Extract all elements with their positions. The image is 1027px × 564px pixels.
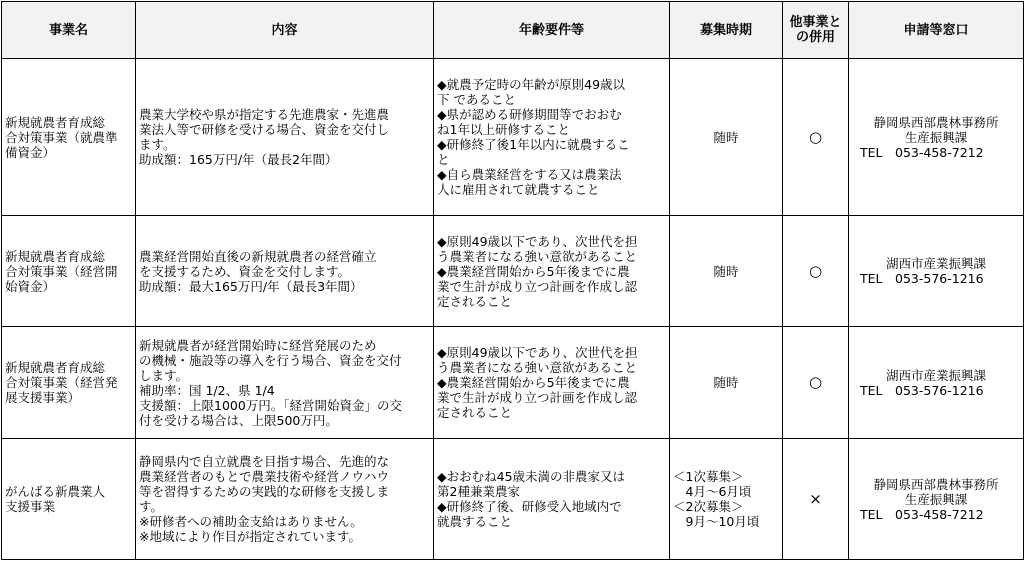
text-line: 業で生計が成り立つ計画を作成し認 <box>437 278 638 294</box>
header-name: 事業名 <box>2 2 136 59</box>
text-line: 農業経営者のもとで農業技術や経営ノウハウ <box>139 469 390 484</box>
contact-office <box>849 327 1024 439</box>
program-content <box>136 59 434 216</box>
text-line: 随時 <box>713 129 739 145</box>
text-line: 第2種兼業農家 <box>437 484 520 499</box>
text-line: 随時 <box>713 263 739 279</box>
text-line: 合対策事業（経営発 <box>5 375 118 390</box>
text-line: ＜2次募集＞ <box>673 499 744 514</box>
header-time: 募集時期 <box>670 2 783 59</box>
text-line: ◆おおむね45歳未満の非農家又は <box>437 469 626 484</box>
text-line: 新規就農者が経営開始時に経営発展のため <box>139 337 377 353</box>
text-line: を支援するため、資金を交付します。 <box>139 263 351 279</box>
text-line: 補助率：国 1/2、県 1/4 <box>139 382 275 398</box>
text-line: 湖西市産業振興課 <box>885 256 986 271</box>
header-contact: 申請等窓口 <box>849 2 1024 59</box>
text-line: す。 <box>139 499 164 514</box>
phone-number: TEL 053-458-7212 <box>860 144 984 160</box>
text-line: します。 <box>139 367 189 383</box>
text-line: 支援額：上限1000万円。「経営開始資金」の交 <box>139 397 403 413</box>
header-mark-line: の併用 <box>795 30 835 45</box>
table-row <box>2 216 1024 327</box>
text-line: 定されること <box>437 405 513 420</box>
text-line: 生産振興課 <box>904 491 968 507</box>
program-name <box>2 327 136 439</box>
text-line: がんばる新農業人 <box>5 484 106 499</box>
text-line: ね1年以上研修すること <box>437 122 570 137</box>
contact-office <box>849 216 1024 327</box>
table-row <box>2 439 1024 560</box>
text-line: ＜1次募集＞ <box>673 469 744 484</box>
program-table <box>1 1 1024 560</box>
age-requirements <box>434 327 670 439</box>
text-line: 始資金） <box>5 278 56 294</box>
recruitment-period <box>670 439 783 560</box>
program-content <box>136 216 434 327</box>
text-line: 定されること <box>437 293 513 309</box>
recruitment-period <box>670 216 783 327</box>
text-line: ◆原則49歳以下であり、次世代を担 <box>437 233 638 249</box>
text-line: ◆原則49歳以下であり、次世代を担 <box>437 345 638 360</box>
text-line: 付を受ける場合は、上限500万円。 <box>139 412 338 428</box>
program-name <box>2 216 136 327</box>
header-age: 年齢要件等 <box>434 2 670 59</box>
age-requirements <box>434 439 670 560</box>
text-line: 農業大学校や県が指定する先進農家・先進農 <box>139 107 390 122</box>
text-line: 随時 <box>713 375 739 390</box>
program-name <box>2 59 136 216</box>
text-line: 4月～6月頃 <box>673 484 752 499</box>
text-line: 静岡県西部農林事務所 <box>873 476 999 492</box>
text-line: ◆農業経営開始から5年後までに農 <box>437 263 630 279</box>
text-line: う農業者になる強い意欲があること <box>437 248 638 264</box>
phone-number: TEL 053-576-1216 <box>860 271 984 286</box>
text-line: 静岡県内で自立就農を目指す場合、先進的な <box>139 454 390 469</box>
text-line: 9月～10月頃 <box>673 514 760 529</box>
text-line: 新規就農者育成総 <box>5 360 106 375</box>
text-line: 支援事業 <box>5 499 56 514</box>
text-line: 備資金） <box>5 144 56 160</box>
text-line: 業法人等で研修を受ける場合、資金を交付し <box>139 122 390 137</box>
phone-number: TEL 053-458-7212 <box>860 506 984 522</box>
text-line: 合対策事業（経営開 <box>5 263 118 279</box>
text-line: ◆農業経営開始から5年後までに農 <box>437 375 630 390</box>
text-line: ◆研修終了後、研修受入地域内で <box>437 499 622 514</box>
text-line: ◆就農予定時の年齢が原則49歳以 <box>437 77 626 92</box>
text-line: 助成額：165万円/年（最長2年間） <box>139 152 338 167</box>
age-requirements <box>434 216 670 327</box>
combination-mark: × <box>783 439 849 560</box>
text-line: ◆研修終了後1年以内に就農するこ <box>437 137 630 152</box>
header-mark-line: 他事業と <box>789 15 842 30</box>
header-row <box>2 2 1024 59</box>
text-line: ◆自ら農業経営をする又は農業法 <box>437 167 622 182</box>
text-line: と <box>437 152 450 167</box>
table-row <box>2 59 1024 216</box>
text-line: 業で生計が成り立つ計画を作成し認 <box>437 390 638 405</box>
header-mark <box>783 2 849 59</box>
combination-mark: ○ <box>783 327 849 439</box>
text-line: 合対策事業（就農準 <box>5 129 118 145</box>
text-line: 下 であること <box>437 92 516 107</box>
text-line: 農業経営開始直後の新規就農者の経営確立 <box>139 248 377 264</box>
text-line: 新規就農者育成総 <box>5 248 106 264</box>
text-line: う農業者になる強い意欲があること <box>437 360 638 375</box>
recruitment-period <box>670 327 783 439</box>
text-line: ※地域により作目が指定されています。 <box>139 529 361 544</box>
text-line: 生産振興課 <box>904 129 968 145</box>
recruitment-period <box>670 59 783 216</box>
text-line: ます。 <box>139 137 176 152</box>
text-line: の機械・施設等の導入を行う場合、資金を交付 <box>139 352 402 368</box>
program-name <box>2 439 136 560</box>
text-line: 静岡県西部農林事務所 <box>873 114 999 130</box>
table-row <box>2 327 1024 439</box>
header-content: 内容 <box>136 2 434 59</box>
text-line: 等を習得するための実践的な研修を支援しま <box>139 484 390 499</box>
text-line: 就農すること <box>437 514 513 529</box>
contact-office <box>849 439 1024 560</box>
program-content <box>136 327 434 439</box>
text-line: 人に雇用されて就農すること <box>437 182 600 197</box>
text-line: ◆県が認める研修期間等でおおむ <box>437 107 622 122</box>
text-line: 展支援事業） <box>5 390 81 405</box>
text-line: 新規就農者育成総 <box>5 114 106 130</box>
combination-mark: ○ <box>783 216 849 327</box>
age-requirements <box>434 59 670 216</box>
contact-office <box>849 59 1024 216</box>
combination-mark: ○ <box>783 59 849 216</box>
program-content <box>136 439 434 560</box>
phone-number: TEL 053-576-1216 <box>860 382 984 398</box>
text-line: 助成額：最大165万円/年（最長3年間） <box>139 278 363 294</box>
text-line: 湖西市産業振興課 <box>885 367 986 383</box>
text-line: ※研修者への補助金支給はありません。 <box>139 514 363 529</box>
